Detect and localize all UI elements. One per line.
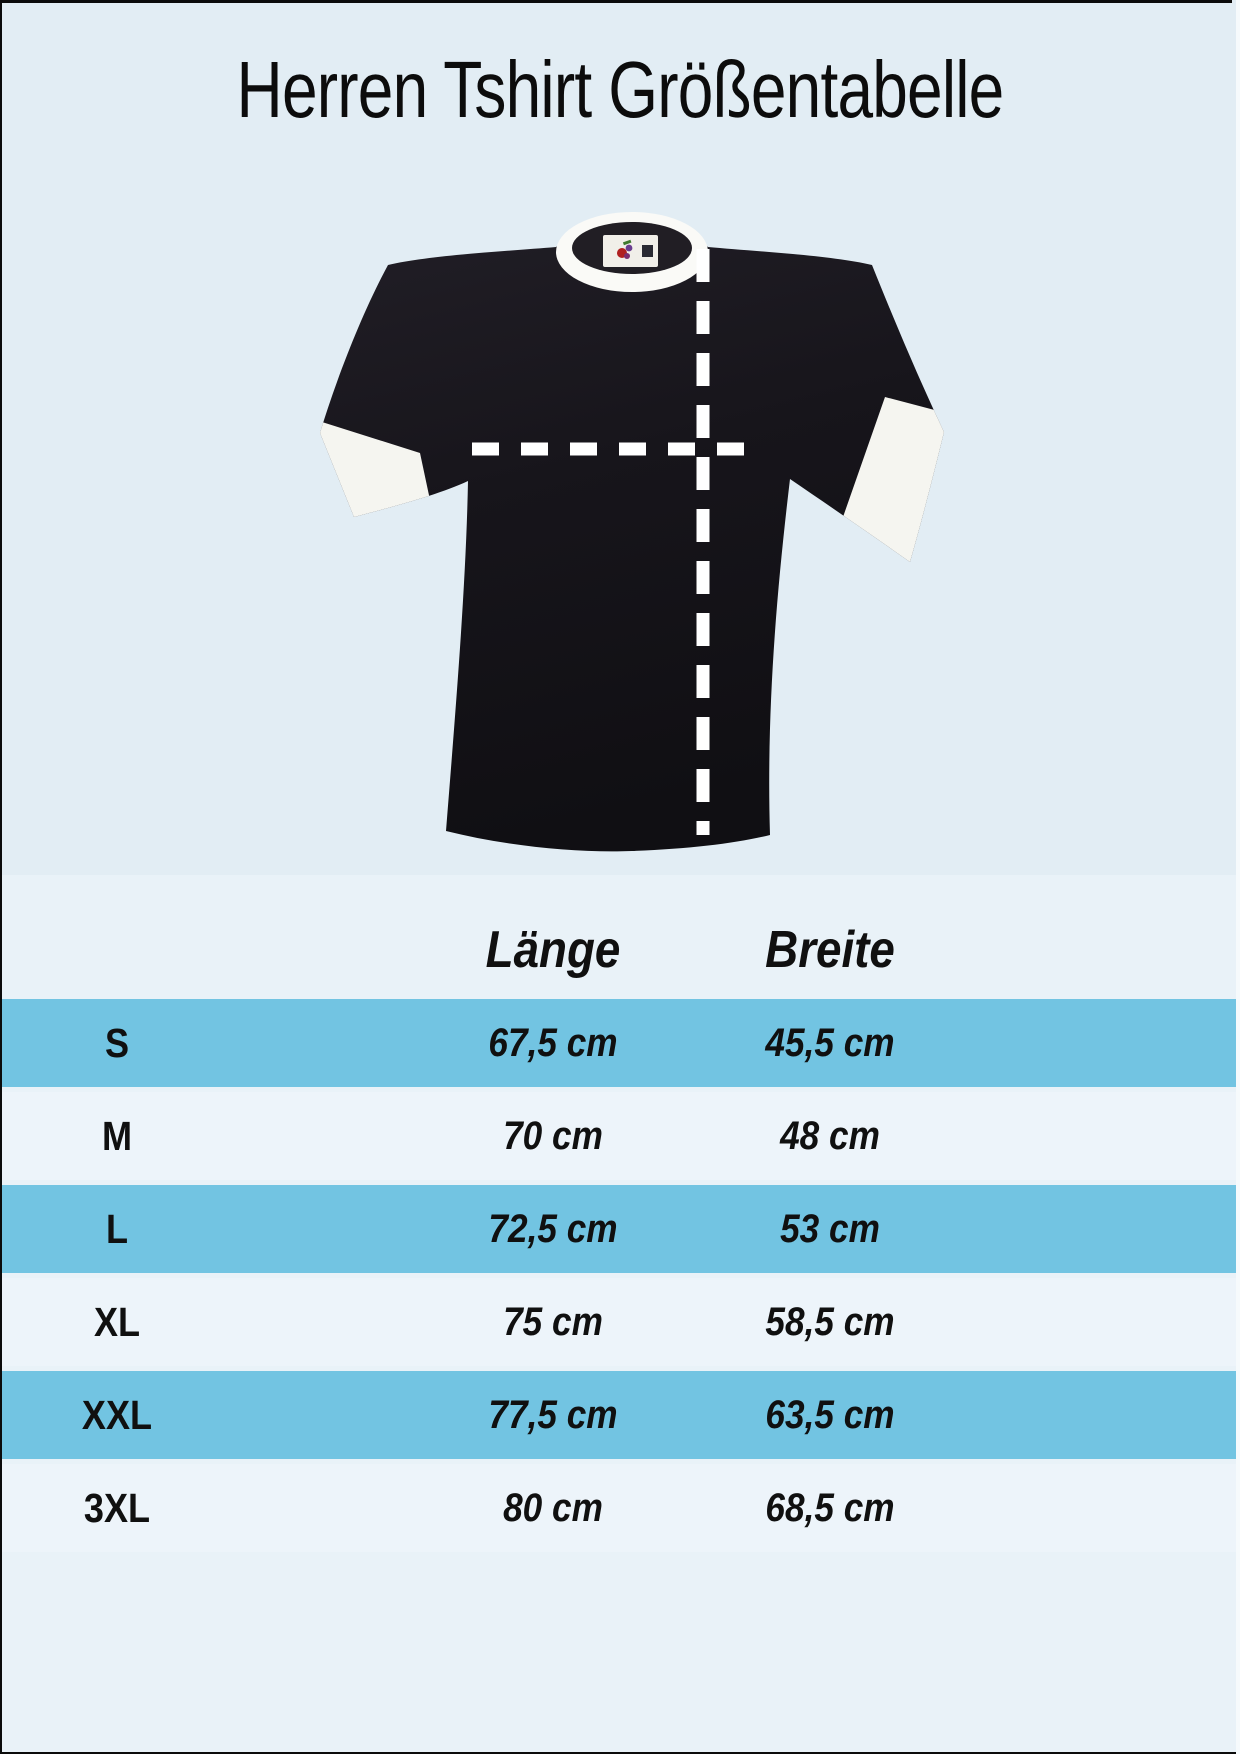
- laenge-cell: 77,5 cm: [488, 1393, 618, 1437]
- column-header-laenge: Länge: [485, 921, 621, 979]
- breite-cell: 68,5 cm: [765, 1486, 895, 1530]
- shirt-body: [320, 234, 944, 852]
- left-border: [0, 0, 2, 1754]
- table-row-l: [0, 1185, 1240, 1273]
- size-cell: M: [101, 1113, 133, 1159]
- size-cell: XXL: [81, 1392, 153, 1438]
- right-edge-strip: [1236, 0, 1240, 1754]
- breite-cell: 53 cm: [780, 1207, 880, 1251]
- size-cell: XL: [93, 1299, 141, 1345]
- table-row-3xl: [0, 1464, 1240, 1552]
- brand-label-icon: [603, 235, 658, 267]
- size-table: [0, 875, 1240, 1754]
- table-row-xxl: [0, 1371, 1240, 1459]
- photo-section: [0, 0, 1240, 875]
- page-title: Herren Tshirt Größentabelle: [236, 45, 1004, 134]
- laenge-cell: 80 cm: [503, 1486, 603, 1530]
- tshirt-graphic: [270, 185, 990, 875]
- breite-cell: 48 cm: [780, 1114, 880, 1158]
- breite-cell: 45,5 cm: [765, 1021, 895, 1065]
- table-row-xl: [0, 1278, 1240, 1366]
- table-header: [0, 895, 1240, 1005]
- column-header-breite: Breite: [765, 921, 895, 979]
- size-cell: L: [105, 1206, 129, 1252]
- laenge-cell: 67,5 cm: [488, 1021, 618, 1065]
- table-row-m: [0, 1092, 1240, 1180]
- size-cell: S: [104, 1020, 130, 1066]
- breite-cell: 58,5 cm: [765, 1300, 895, 1344]
- tshirt-image: [270, 185, 990, 875]
- top-border: [0, 0, 1232, 3]
- laenge-cell: 70 cm: [503, 1114, 603, 1158]
- table-row-s: [0, 999, 1240, 1087]
- laenge-cell: 75 cm: [503, 1300, 603, 1344]
- breite-cell: 63,5 cm: [765, 1393, 895, 1437]
- laenge-cell: 72,5 cm: [488, 1207, 618, 1251]
- size-cell: 3XL: [83, 1485, 151, 1531]
